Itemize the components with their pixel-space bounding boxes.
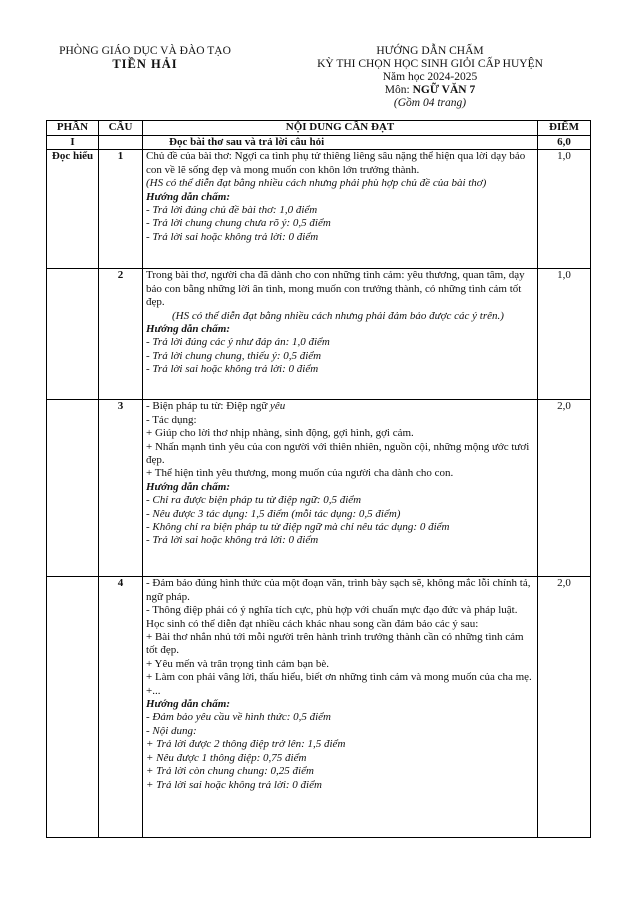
section-name: Đọc hiểu [47,150,99,269]
exam-name: KỲ THI CHỌN HỌC SINH GIỎI CẤP HUYỆN [317,58,543,70]
question-score: 2,0 [538,400,591,577]
answer-line: + Yêu mến và trân trọng tình cảm bạn bè. [146,657,329,670]
guide-item: - Không chỉ ra biện pháp tu từ điệp ngữ mà chỉ nêu tác dụng: 0 điểm [146,521,450,534]
guide-item: - Đảm bảo yêu cầu về hình thức: 0,5 điểm [146,711,332,724]
guide-item: - Nội dung: [146,724,197,737]
col-header-content: NỘI DUNG CẦN ĐẠT [143,121,538,136]
department-name: PHÒNG GIÁO DỤC VÀ ĐÀO TẠO [59,45,231,57]
guide-item: + Nêu được 1 thông điệp: 0,75 điểm [146,751,307,764]
answer-line: - Đảm bảo đúng hình thức của một đoạn văn, trình bày sạch sẽ, không mắc lỗi chính tả, ngữ pháp. [146,577,531,603]
table-header-row [47,121,591,136]
question-score: 2,0 [538,577,591,838]
guide-title: Hướng dẫn chấm: [146,323,231,336]
guide-title: Hướng dẫn chấm: [146,698,231,711]
guide-item: - Trả lời chung chung, thiếu ý: 0,5 điểm [146,349,322,362]
question-content [143,150,538,269]
answer-line: + Thể hiện tình yêu thương, mong muốn của người cha dành cho con. [146,467,454,480]
col-header-cau: CÂU [99,121,143,136]
col-header-phan: PHẦN [47,121,99,136]
subject-name: NGỮ VĂN 7 [412,84,476,96]
phan-empty [47,400,99,577]
section-cau-empty [99,136,143,150]
guide-item: - Trả lời đúng các ý như đáp án: 1,0 điểm [146,336,330,349]
question-number: 2 [99,269,143,400]
table-row [47,150,591,269]
question-number: 4 [99,577,143,838]
table-row [47,269,591,400]
page-count: (Gồm 04 trang) [393,97,467,109]
header-right [270,45,590,110]
header-left [30,45,260,71]
question-content [143,269,538,400]
answer-text: Trong bài thơ, người cha đã dành cho con những tình cảm: yêu thương, quan tâm, dạy bảo con bằng những lời ân tình, mong muốn con trưởng thành, có những tình cảm tốt đẹp. [146,269,525,309]
device-label: - Biện pháp tu từ: Điệp ngữ [146,400,271,413]
table-row [47,400,591,577]
answer-line: + Làm con phải vâng lời, thấu hiểu, biết ơn những tình cảm và mong muốn của cha mẹ. [146,671,532,684]
answer-line: - Thông điệp phải có ý nghĩa tích cực, phù hợp với chuẩn mực đạo đức và pháp luật. Học sinh có thể diễn đạt nhiều cách khác nhau song cần đảm bảo các ý sau: [146,604,518,630]
question-number: 3 [99,400,143,577]
answer-text: Chủ đề của bài thơ: Ngợi ca tình phụ tử thiêng liêng sâu nặng thể hiện qua lời dạy bảo con về lẽ sống đẹp và mong muốn con khôn lớn trưởng thành. [146,150,526,176]
guide-item: + Trả lời còn chung chung: 0,25 điểm [146,765,314,778]
guide-item: - Chỉ ra được biện pháp tu từ điệp ngữ: 0,5 điểm [146,494,362,507]
question-number: 1 [99,150,143,269]
subject-label: Môn: [384,84,413,96]
section-title: Đọc bài thơ sau và trả lời câu hỏi [143,136,538,150]
section-score: 6,0 [538,136,591,150]
answer-line: - Tác dụng: [146,413,197,426]
school-year: Năm học 2024-2025 [382,71,478,83]
guide-title: Hướng dẫn chấm: [146,480,231,493]
guide-item: - Trả lời sai hoặc không trả lời: 0 điểm [146,363,319,376]
district-name: TIỀN HẢI [112,57,178,71]
answer-line [146,400,534,413]
question-score: 1,0 [538,150,591,269]
answer-note: (HS có thể diễn đạt bằng nhiều cách nhưng phải đảm bảo được các ý trên.) [172,309,504,322]
guide-item: - Trả lời sai hoặc không trả lời: 0 điểm [146,534,319,547]
section-number: I [47,136,99,150]
guide-item: - Trả lời đúng chủ đề bài thơ: 1,0 điểm [146,204,318,217]
grading-table [46,120,591,838]
question-score: 1,0 [538,269,591,400]
subject-line [270,84,590,97]
phan-empty [47,577,99,838]
guide-item: - Trả lời sai hoặc không trả lời: 0 điểm [146,230,319,243]
answer-line: + Giúp cho lời thơ nhịp nhàng, sinh động, gợi hình, gợi cảm. [146,427,414,440]
section-row [47,136,591,150]
doc-title: HƯỚNG DẪN CHẤM [376,45,484,57]
device-word: yêu [270,400,286,413]
phan-empty [47,269,99,400]
question-content [143,400,538,577]
guide-item: - Trả lời chung chung chưa rõ ý: 0,5 điểm [146,217,331,230]
answer-line: + Bài thơ nhắn nhủ tới mỗi người trên hành trình trưởng thành cần có những tình cảm tốt đẹp. [146,631,524,657]
answer-note: (HS có thể diễn đạt bằng nhiều cách nhưng phải phù hợp chủ đề của bài thơ) [146,177,487,190]
guide-title: Hướng dẫn chấm: [146,190,231,203]
question-content [143,577,538,838]
answer-line: +... [146,684,161,697]
guide-item: + Trả lời sai hoặc không trả lời: 0 điểm [146,778,322,791]
answer-line: + Nhấn mạnh tình yêu của con người với thiên nhiên, nguồn cội, những mộng ước tươi đẹp. [146,440,530,467]
col-header-diem: ĐIỂM [538,121,591,136]
guide-item: - Nêu được 3 tác dụng: 1,5 điểm (mỗi tác dụng: 0,5 điểm) [146,507,401,520]
table-row [47,577,591,838]
guide-item: + Trả lời được 2 thông điệp trở lên: 1,5 điểm [146,738,346,751]
